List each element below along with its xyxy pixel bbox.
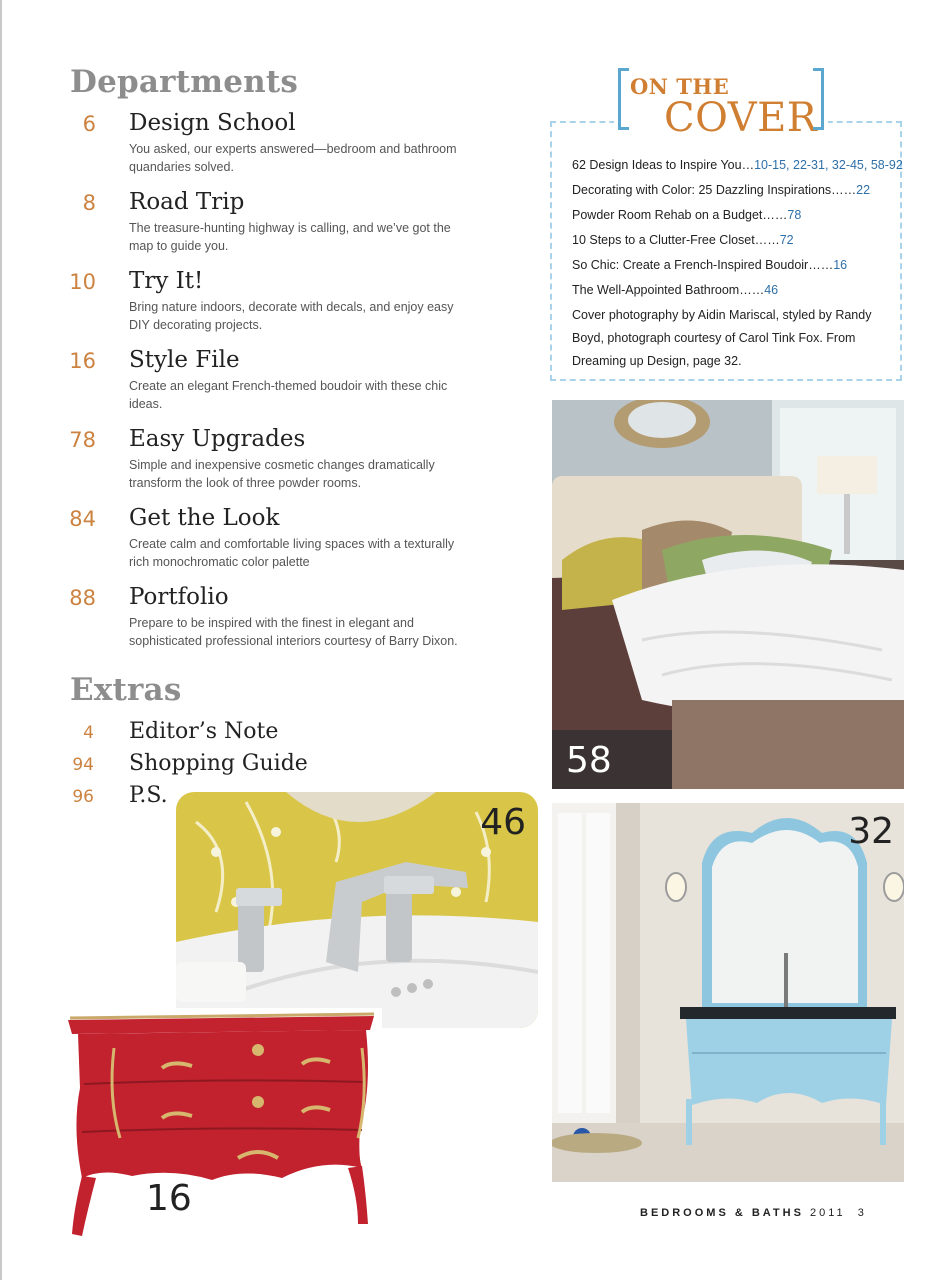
- cover-story[interactable]: [572, 153, 903, 178]
- page-footer: [640, 1207, 910, 1219]
- photo-page-number: 58: [566, 740, 612, 781]
- department-title[interactable]: Portfolio: [129, 584, 229, 610]
- department-item[interactable]: [0, 189, 480, 268]
- department-page-number: 6: [82, 112, 96, 136]
- on-the-cover-header: [614, 66, 828, 141]
- cover-story-title: The Well-Appointed Bathroom……: [572, 283, 765, 297]
- extra-item[interactable]: [0, 751, 480, 783]
- cover-credit: Cover photography by Aidin Mariscal, styled by Randy Boyd, photograph courtesy of Carol Tink Fox. From Dreaming up Design, page 32.: [572, 308, 872, 368]
- issue-year: 2011: [809, 1207, 846, 1219]
- cover-story[interactable]: [572, 178, 894, 203]
- cover-story[interactable]: [572, 203, 894, 228]
- cover-story-pages[interactable]: 16: [833, 258, 848, 272]
- department-item[interactable]: [0, 505, 480, 584]
- department-page-number: 16: [69, 349, 96, 373]
- photo-page-number: 46: [480, 802, 526, 843]
- cover-story-title: So Chic: Create a French-Inspired Boudoir……: [572, 258, 834, 272]
- department-description: Create an elegant French-themed boudoir with these chic ideas.: [129, 379, 448, 411]
- department-page-number: 88: [69, 586, 96, 610]
- extra-title[interactable]: Shopping Guide: [129, 751, 308, 776]
- cover-story-pages[interactable]: 22: [856, 183, 871, 197]
- department-description: Bring nature indoors, decorate with decals, and enjoy easy DIY decorating projects.: [129, 300, 454, 332]
- departments-heading: Departments: [70, 64, 299, 100]
- department-page-number: 10: [69, 270, 96, 294]
- department-title[interactable]: Style File: [129, 347, 240, 373]
- department-title[interactable]: Try It!: [129, 268, 204, 294]
- extra-page-number: 94: [72, 755, 94, 775]
- extra-page-number: 4: [83, 723, 94, 743]
- department-page-number: 84: [69, 507, 96, 531]
- cover-story[interactable]: [572, 228, 894, 253]
- department-description: You asked, our experts answered—bedroom and bathroom quandaries solved.: [129, 142, 457, 174]
- cover-story-pages[interactable]: 46: [764, 283, 779, 297]
- department-description: Create calm and comfortable living spaces with a texturally rich monochromatic color palette: [129, 537, 455, 569]
- right-bracket-ornament: [813, 68, 824, 130]
- department-item[interactable]: [0, 426, 480, 505]
- faucet-photo[interactable]: [176, 792, 538, 1028]
- bedroom-illustration: [552, 400, 904, 789]
- department-title[interactable]: Get the Look: [129, 505, 280, 531]
- vanity-illustration: [552, 803, 904, 1182]
- red-dresser-photo[interactable]: [62, 1008, 382, 1244]
- extra-page-number: 96: [72, 787, 94, 807]
- page-number: 3: [857, 1207, 867, 1219]
- department-item[interactable]: [0, 268, 480, 347]
- department-description: The treasure-hunting highway is calling, and we’ve got the map to guide you.: [129, 221, 451, 253]
- blue-vanity-photo[interactable]: [552, 803, 904, 1182]
- cover-story-title: 62 Design Ideas to Inspire You…: [572, 158, 755, 172]
- bedroom-photo[interactable]: [552, 400, 904, 789]
- department-page-number: 8: [82, 191, 96, 215]
- departments-list: [0, 110, 480, 663]
- cover-story[interactable]: [572, 278, 894, 303]
- department-description: Prepare to be inspired with the finest in elegant and sophisticated professional interiors courtesy of Barry Dixon.: [129, 616, 458, 648]
- department-page-number: 78: [69, 428, 96, 452]
- extra-title[interactable]: P.S.: [129, 783, 168, 808]
- cover-story-title: Decorating with Color: 25 Dazzling Inspirations……: [572, 183, 857, 197]
- department-item[interactable]: [0, 110, 480, 189]
- left-bracket-ornament: [618, 68, 629, 130]
- cover-story-pages[interactable]: 72: [779, 233, 794, 247]
- department-item[interactable]: [0, 347, 480, 426]
- cover-story-pages[interactable]: 78: [787, 208, 802, 222]
- department-item[interactable]: [0, 584, 480, 663]
- department-description: Simple and inexpensive cosmetic changes dramatically transform the look of three powder rooms.: [129, 458, 435, 490]
- cover-stories-list: [572, 153, 903, 373]
- department-title[interactable]: Easy Upgrades: [129, 426, 306, 452]
- department-title[interactable]: Road Trip: [129, 189, 245, 215]
- cover-heading-large: COVER: [664, 95, 818, 141]
- department-title[interactable]: Design School: [129, 110, 296, 136]
- cover-story[interactable]: [572, 253, 894, 278]
- magazine-name: BEDROOMS & BATHS: [640, 1207, 804, 1219]
- extra-item[interactable]: [0, 719, 480, 751]
- photo-page-number: 32: [848, 811, 894, 852]
- cover-story-title: Powder Room Rehab on a Budget……: [572, 208, 788, 222]
- cover-story-title: 10 Steps to a Clutter-Free Closet……: [572, 233, 780, 247]
- extra-title[interactable]: Editor’s Note: [129, 719, 279, 744]
- extras-heading: Extras: [70, 672, 182, 708]
- cover-heading-small: ON THE: [630, 74, 730, 99]
- cover-story-pages[interactable]: 10-15, 22-31, 32-45, 58-92: [754, 158, 903, 172]
- photo-page-number: 16: [146, 1178, 192, 1219]
- dresser-illustration: [62, 1008, 382, 1244]
